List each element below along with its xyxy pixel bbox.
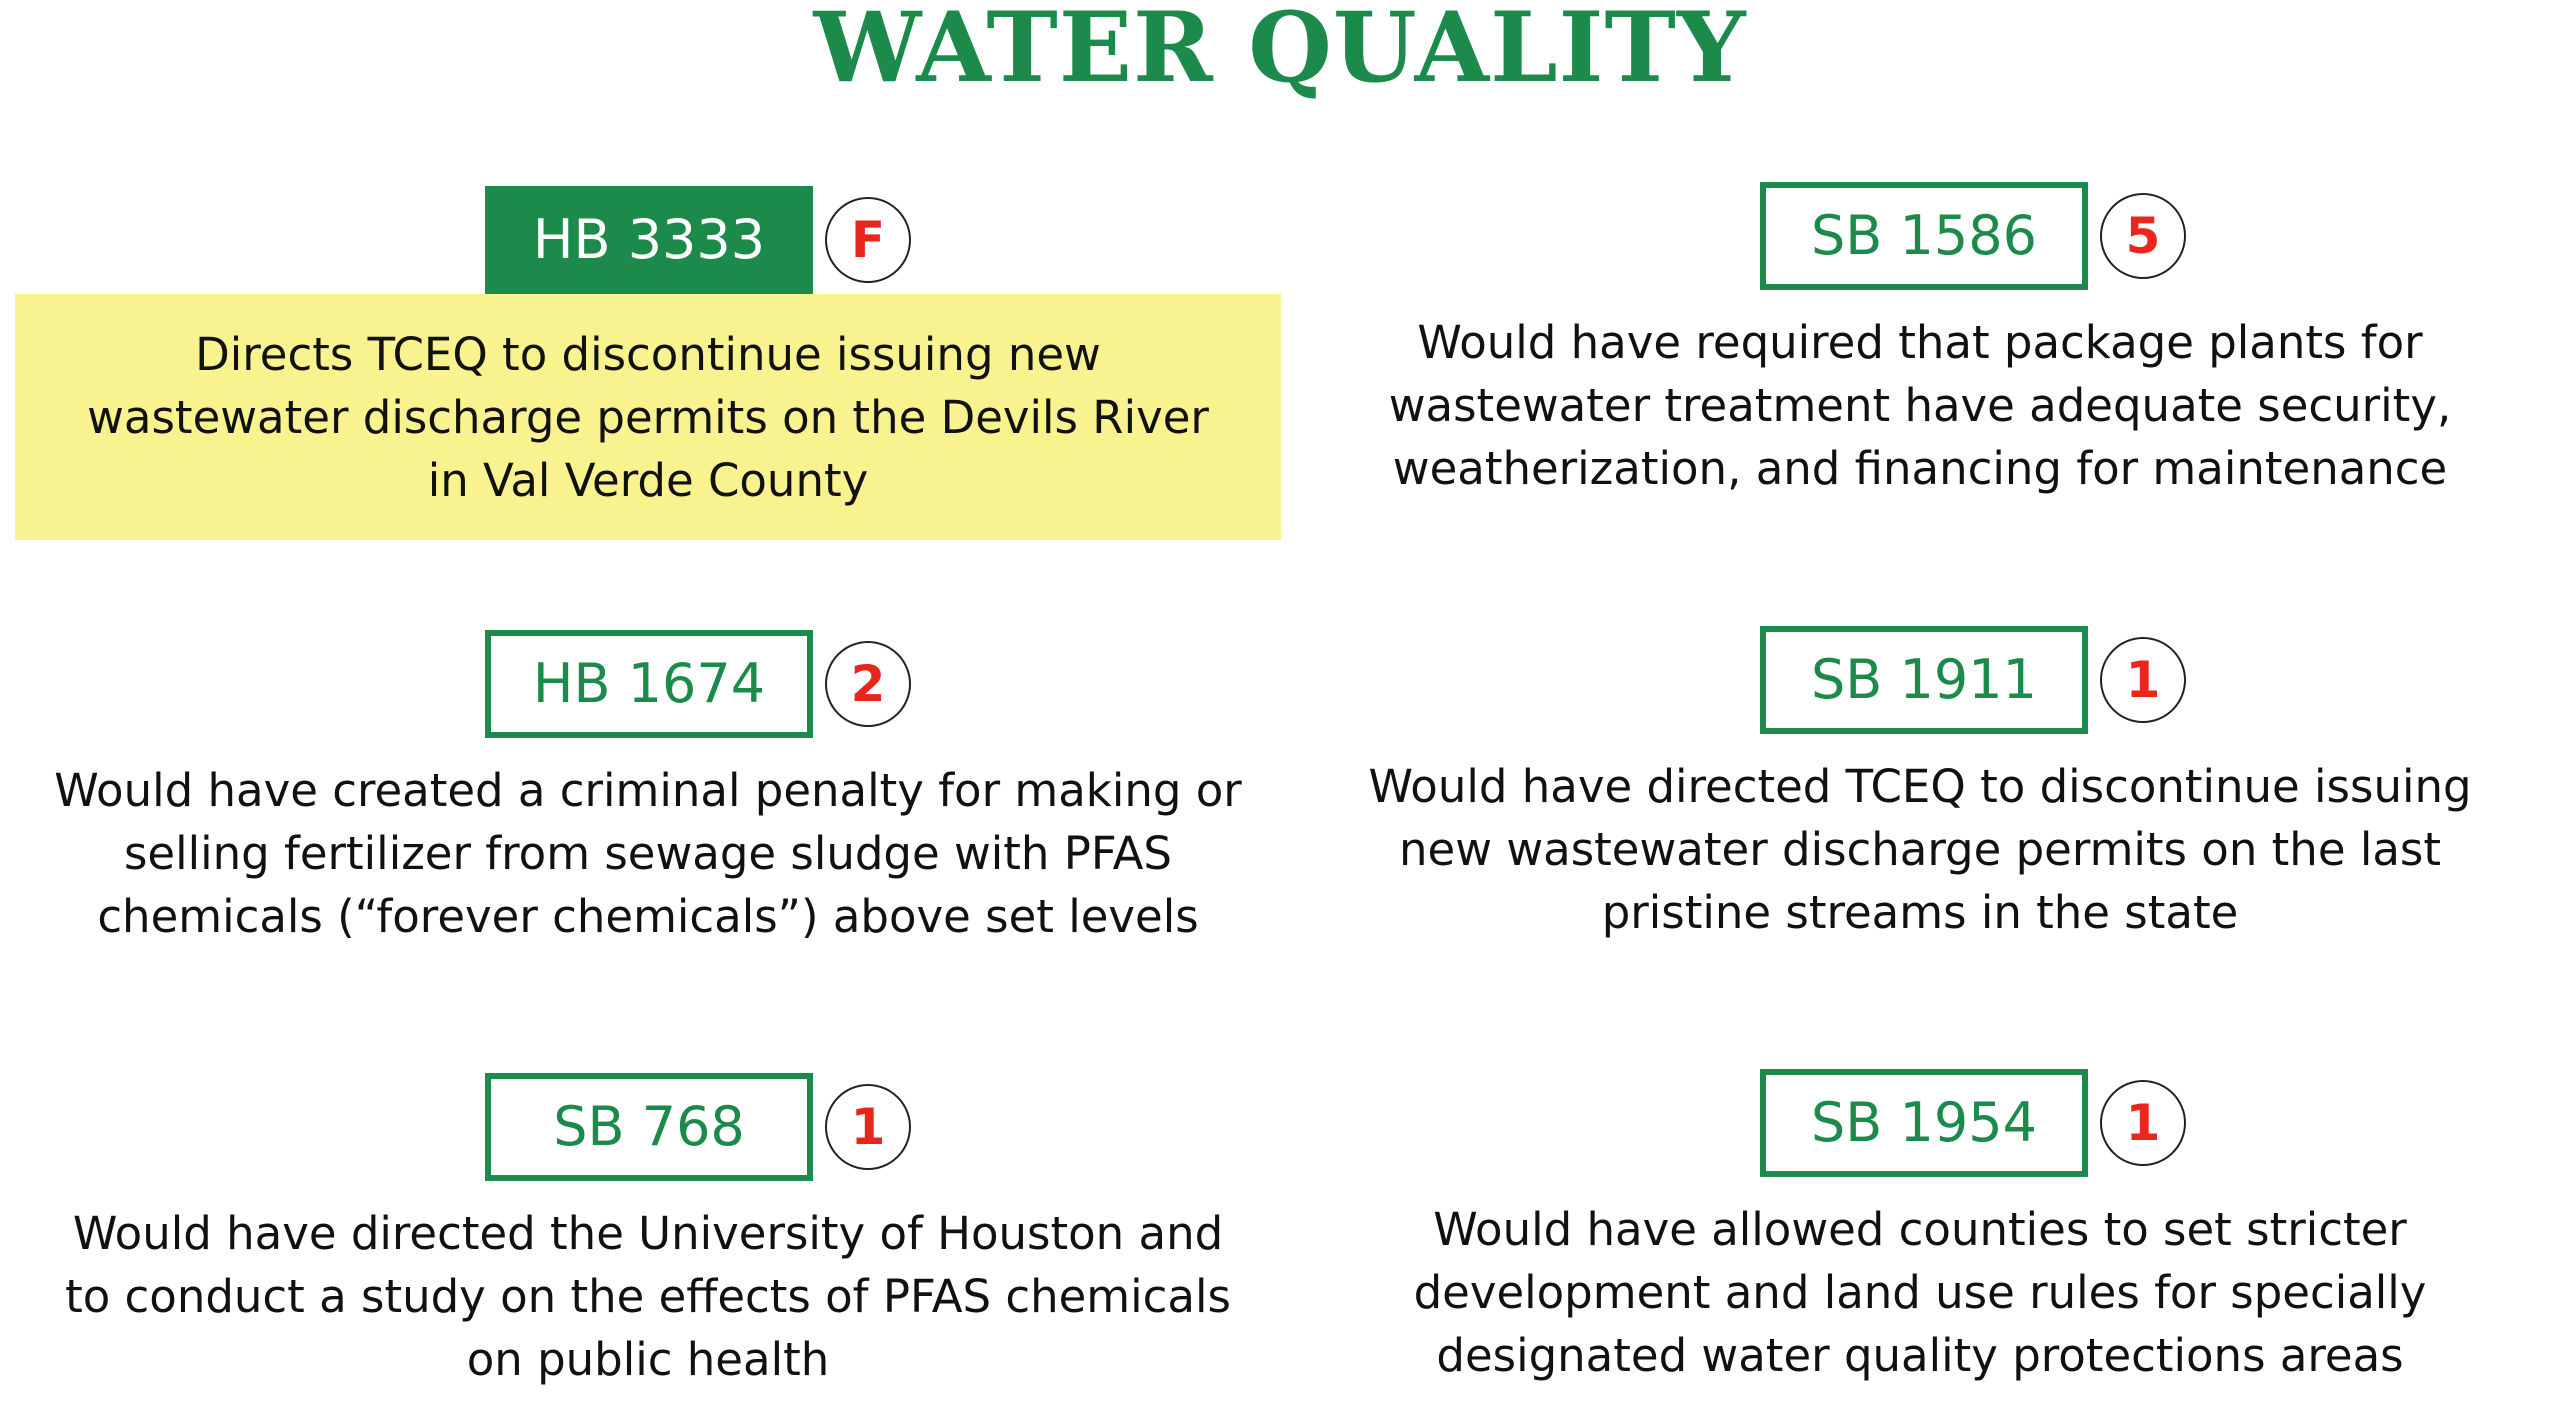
bill-description: Directs TCEQ to discontinue issuing new wastewater discharge permits on the Devils River in Val Verde County	[15, 294, 1281, 540]
bill-description: Would have allowed counties to set stricter development and land use rules for specially designated water quality protections areas	[1413, 1202, 2427, 1382]
bill-description: Would have created a criminal penalty for making or selling fertilizer from sewage sludge with PFAS chemicals (“forever chemicals”) above set levels	[54, 763, 1242, 943]
bill-card-sb-1911	[1290, 626, 2550, 966]
page-title: WATER QUALITY	[813, 0, 1747, 104]
bill-description: Would have required that package plants for wastewater treatment have adequate security, weatherization, and financing for maintenance	[1388, 315, 2452, 495]
bill-card-sb-1954	[1290, 1069, 2550, 1409]
bill-number-tag: SB 1586	[1760, 182, 2088, 290]
grade-badge: F	[825, 197, 911, 283]
grade-badge: 5	[2100, 193, 2186, 279]
bill-header	[1290, 626, 2550, 734]
grade-badge: 2	[825, 641, 911, 727]
bill-number-tag: HB 3333	[485, 186, 813, 294]
bill-card-sb-1586	[1290, 182, 2550, 522]
bill-number-tag: SB 1911	[1760, 626, 2088, 734]
bill-card-hb-3333	[15, 186, 1275, 543]
bill-header	[15, 1073, 1275, 1181]
bill-card-hb-1674	[15, 630, 1275, 970]
bill-header	[15, 186, 1275, 294]
bill-header	[1290, 182, 2550, 290]
bill-number-tag: SB 768	[485, 1073, 813, 1181]
bill-description: Would have directed TCEQ to discontinue issuing new wastewater discharge permits on the last pristine streams in the state	[1368, 759, 2472, 939]
bill-description: Would have directed the University of Houston and to conduct a study on the effects of PFAS chemicals on public health	[65, 1206, 1231, 1386]
bill-card-sb-768	[15, 1073, 1275, 1413]
grade-badge: 1	[825, 1084, 911, 1170]
grade-badge: 1	[2100, 637, 2186, 723]
bill-header	[1290, 1069, 2550, 1177]
bill-number-tag: HB 1674	[485, 630, 813, 738]
grade-badge: 1	[2100, 1080, 2186, 1166]
bill-header	[15, 630, 1275, 738]
bill-number-tag: SB 1954	[1760, 1069, 2088, 1177]
